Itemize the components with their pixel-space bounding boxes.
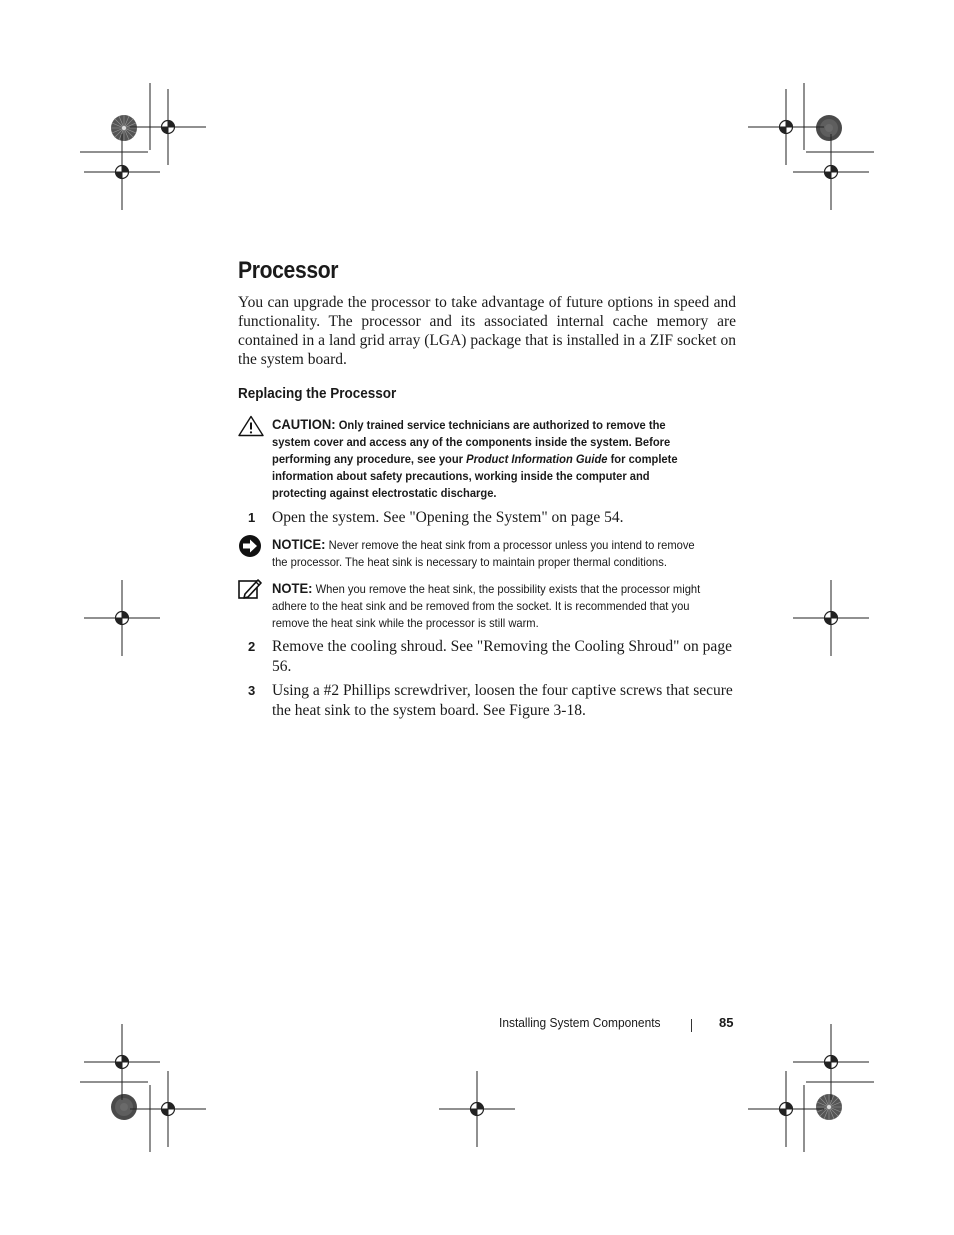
step-text: Remove the cooling shroud. See "Removing the Cooling Shroud" on page 56.	[272, 638, 732, 675]
notice-text: Never remove the heat sink from a processor unless you intend to remove the processor. The heat sink is necessary to maintain proper thermal conditions.	[272, 538, 695, 569]
caution-guide-title: Product Information Guide	[466, 452, 608, 466]
notice-arrow-icon	[238, 534, 262, 558]
step-number: 3	[248, 683, 256, 698]
step-number: 1	[248, 510, 256, 525]
notice-label: NOTICE:	[272, 536, 326, 552]
page-footer	[499, 1015, 739, 1035]
step-3	[238, 681, 738, 720]
step-2	[238, 637, 738, 676]
page-content	[238, 255, 736, 719]
pencil-note-icon	[238, 578, 262, 600]
step-text: Open the system. See "Opening the System" on page 54.	[272, 509, 624, 526]
page-number: 85	[719, 1015, 734, 1030]
intro-paragraph: You can upgrade the processor to take advantage of future options in speed and functionality. The processor and its associated internal cache memory are contained in a land grid array (LGA) package that is installed in a ZIF socket on the system board.	[238, 294, 736, 368]
step-1	[238, 508, 738, 528]
caution-text-continued: for complete information about safety precautions, working inside the computer and protecting against electrostatic discharge.	[272, 452, 678, 500]
footer-separator	[691, 1019, 692, 1032]
caution-text: Only trained service technicians are authorized to remove the system cover and access any of the components inside the system. Before performing any procedure, see your	[272, 418, 671, 466]
warning-triangle-icon	[238, 415, 264, 437]
caution-label: CAUTION:	[272, 416, 336, 432]
step-number: 2	[248, 639, 256, 654]
note-label: NOTE:	[272, 580, 313, 596]
section-heading: Replacing the Processor	[238, 385, 397, 402]
page-title: Processor	[238, 257, 339, 284]
note-text: When you remove the heat sink, the possibility exists that the processor might adhere to the heat sink and be removed from the socket. It is recommended that you remove the heat sink while the processor is still warm.	[272, 582, 701, 630]
footer-section-title: Installing System Components	[499, 1015, 661, 1030]
step-text: Using a #2 Phillips screwdriver, loosen the four captive screws that secure the heat sink to the system board. See Figure 3-18.	[272, 682, 733, 719]
